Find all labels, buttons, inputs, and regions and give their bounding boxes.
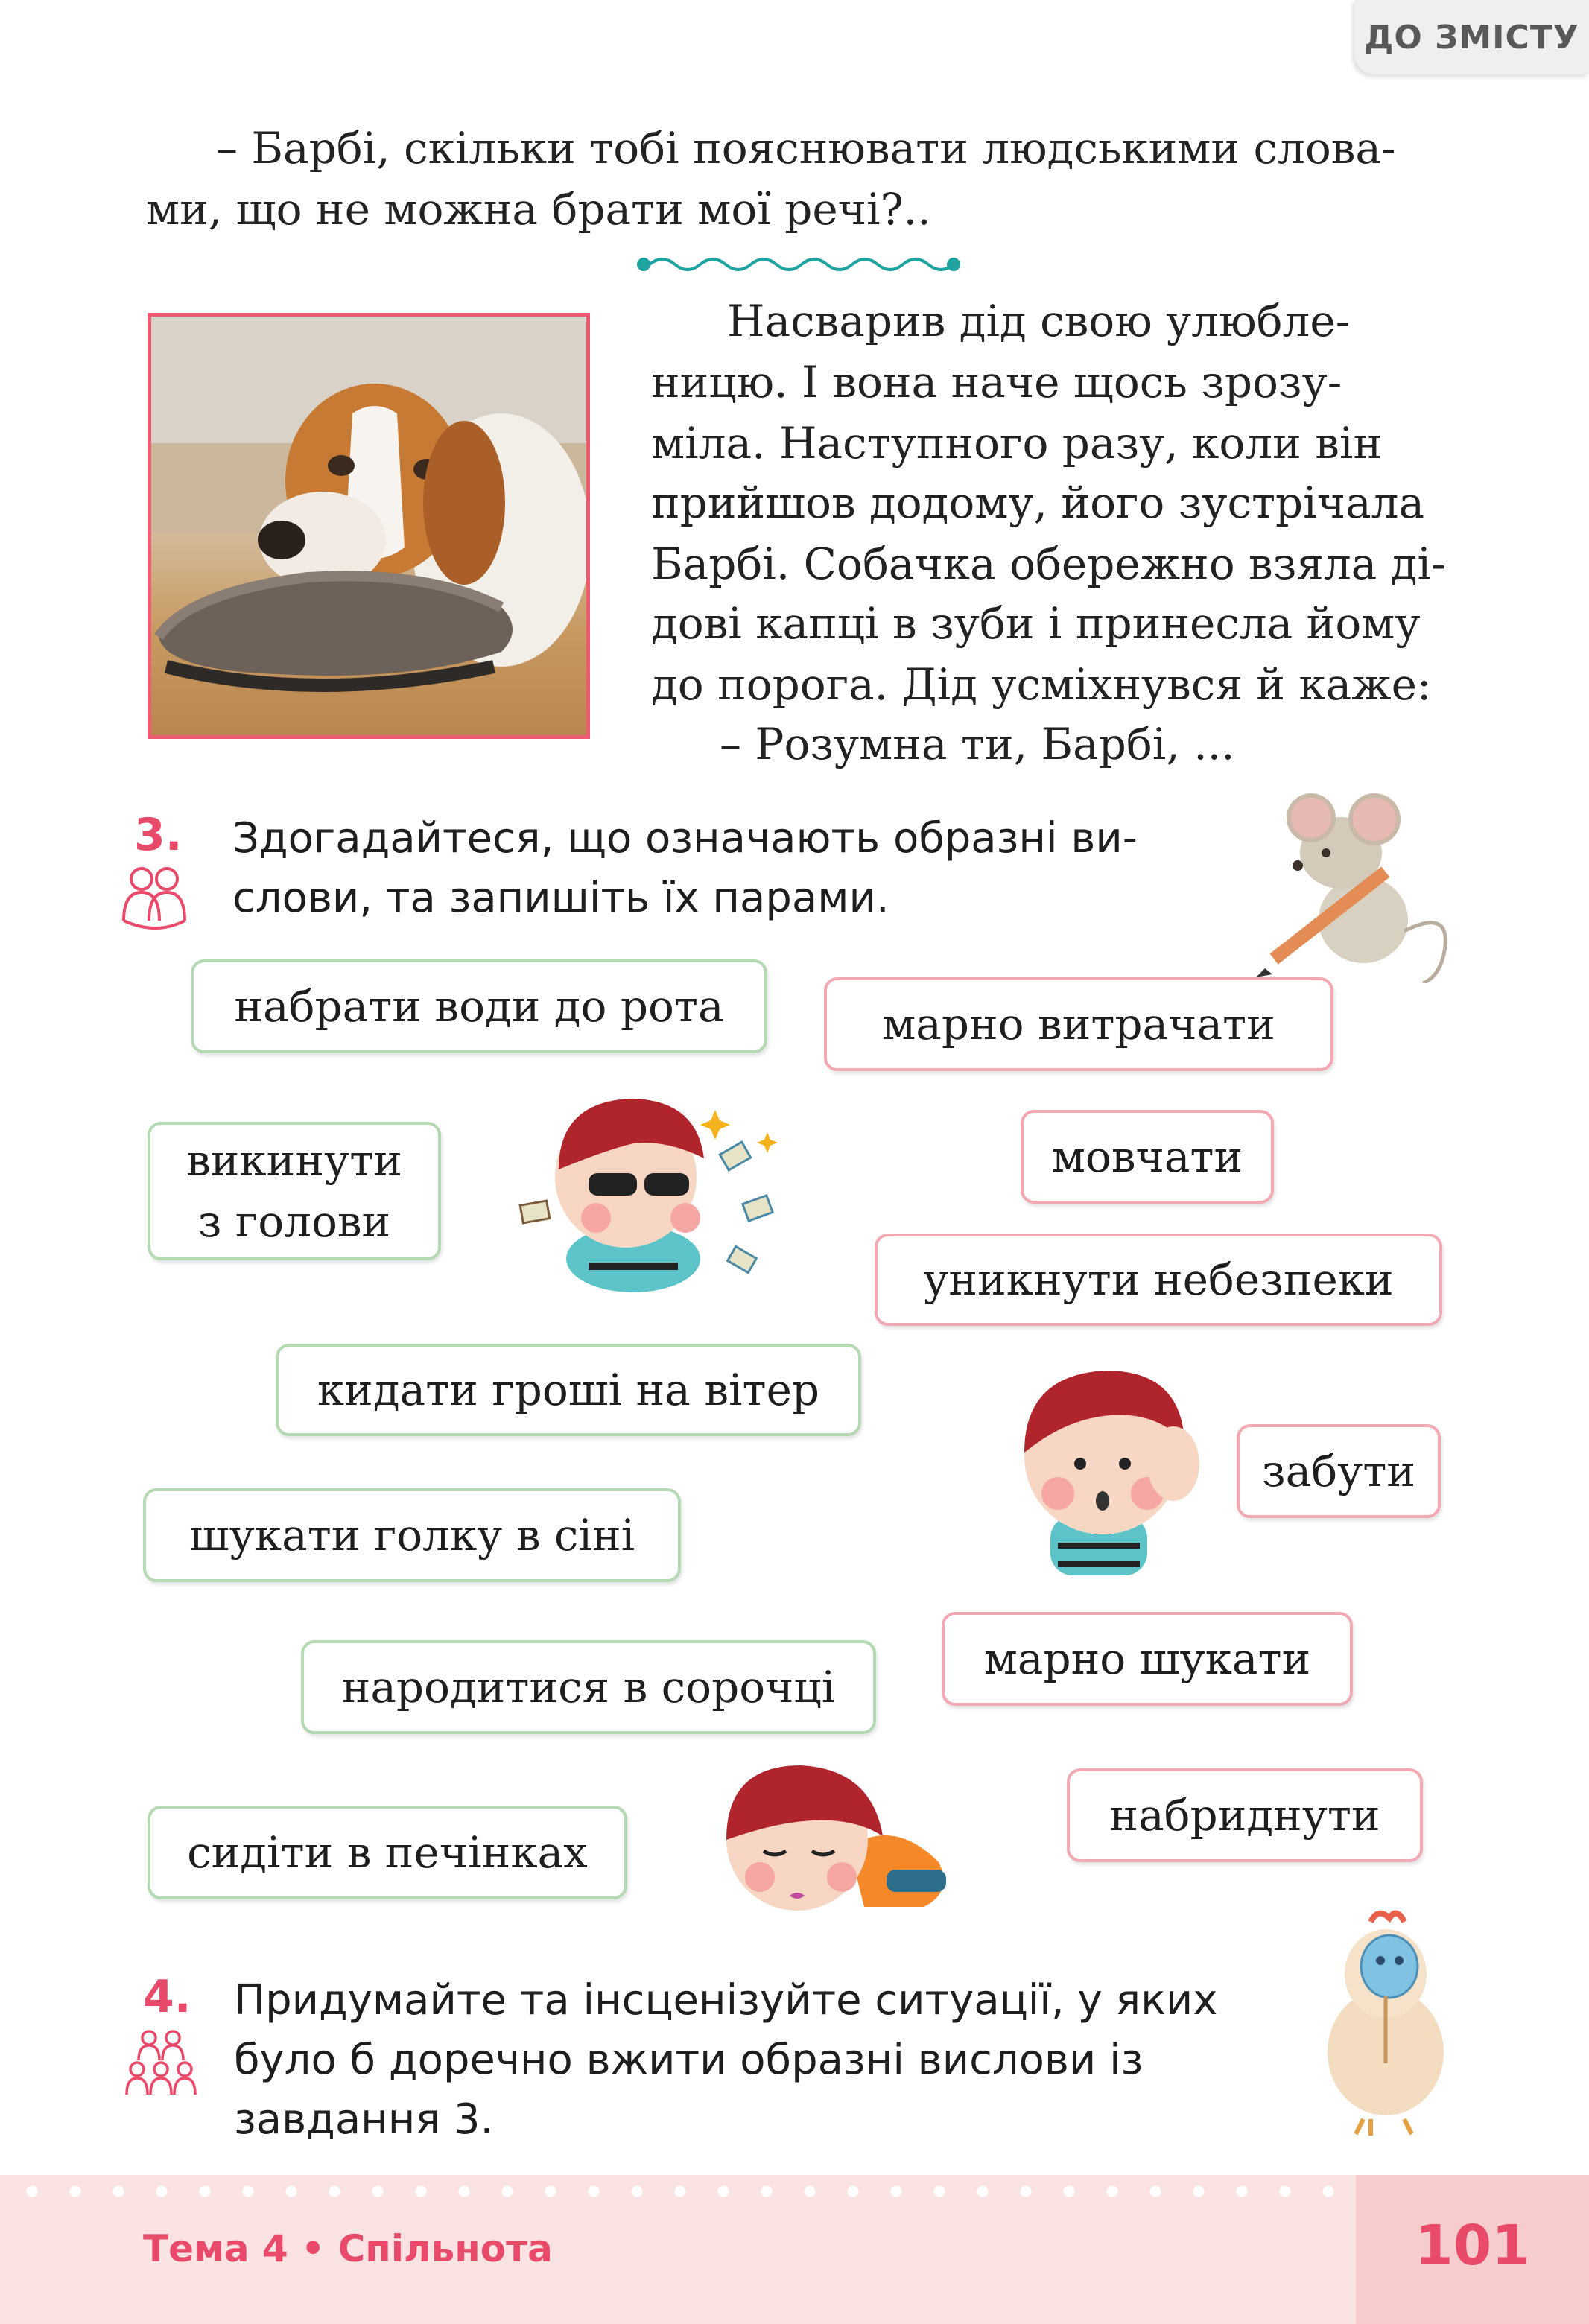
expression-chip-2-line-2: з голови — [197, 1196, 391, 1247]
story-paragraph-line-1: Насварив дід свою улюбле- — [727, 296, 1351, 346]
story-paragraph-line-3: міла. Наступного разу, коли він — [651, 418, 1383, 469]
mouse-with-pencil-illustration — [1252, 782, 1460, 983]
boy-thinking-illustration — [998, 1352, 1207, 1590]
expression-chip-5: народитися в сорочці — [301, 1640, 876, 1734]
task-3-text-line-1: Здогадайтеся, що означають образні ви- — [232, 814, 1138, 863]
wavy-divider — [635, 252, 962, 277]
story-quote-line-2: ми, що не можна брати мої речі?.. — [146, 184, 931, 235]
beagle-photo — [148, 313, 590, 739]
footer-pattern — [0, 2177, 1356, 2206]
task-4-text-line-2: було б доречно вжити образні вислови із — [234, 2036, 1144, 2084]
meaning-chip-1: марно витрачати — [824, 977, 1333, 1071]
meaning-chip-2: мовчати — [1021, 1110, 1274, 1204]
expression-chip-2-line-1: викинути — [186, 1135, 402, 1186]
task-3-text-line-2: слови, та запишіть їх парами. — [232, 874, 889, 922]
toc-link[interactable]: ДО ЗМІСТУ — [1354, 0, 1589, 74]
task-4-text-line-3: завдання 3. — [234, 2095, 494, 2144]
meaning-chip-5: марно шукати — [942, 1612, 1353, 1706]
story-paragraph-line-4: прийшов додому, його зустрічала — [651, 477, 1425, 528]
expression-chip-4: шукати голку в сіні — [143, 1488, 681, 1582]
task-4-text-line-1: Придумайте та інсценізуйте ситуації, у яких — [234, 1976, 1218, 2025]
chicken-with-mask-illustration — [1311, 1907, 1460, 2138]
meaning-chip-4: забути — [1237, 1424, 1441, 1518]
task-3-number: 3. — [134, 809, 183, 861]
meaning-chip-6: набриднути — [1067, 1768, 1423, 1862]
expression-chip-1: набрати води до рота — [191, 959, 767, 1053]
story-paragraph-line-7: до порога. Дід усміхнувся й каже: — [651, 659, 1432, 710]
meaning-chip-3: уникнути небезпеки — [875, 1234, 1442, 1326]
pair-work-icon — [118, 864, 189, 933]
task-4-number: 4. — [143, 1971, 191, 2023]
story-quote-line-1: – Барбі, скільки тобі пояснювати людськими слова- — [216, 123, 1396, 174]
expression-chip-3: кидати гроші на вітер — [276, 1344, 861, 1436]
footer-theme: Тема 4 • Спільнота — [143, 2227, 553, 2270]
boy-sleeping-illustration — [700, 1758, 961, 1914]
expression-chip-6: сидіти в печінках — [148, 1806, 627, 1899]
boy-throwing-money-illustration — [507, 1080, 790, 1296]
page-number: 101 — [1415, 2214, 1530, 2278]
story-paragraph-line-8: – Розумна ти, Барбі, ... — [720, 719, 1235, 769]
story-paragraph-line-2: ницю. І вона наче щось зрозу- — [651, 357, 1342, 407]
story-paragraph-line-5: Барбі. Собачка обережно взяла ді- — [651, 539, 1446, 589]
group-work-icon — [124, 2028, 198, 2099]
expression-chip-2 — [148, 1122, 441, 1260]
story-paragraph-line-6: дові капці в зуби і принесла йому — [651, 598, 1421, 649]
